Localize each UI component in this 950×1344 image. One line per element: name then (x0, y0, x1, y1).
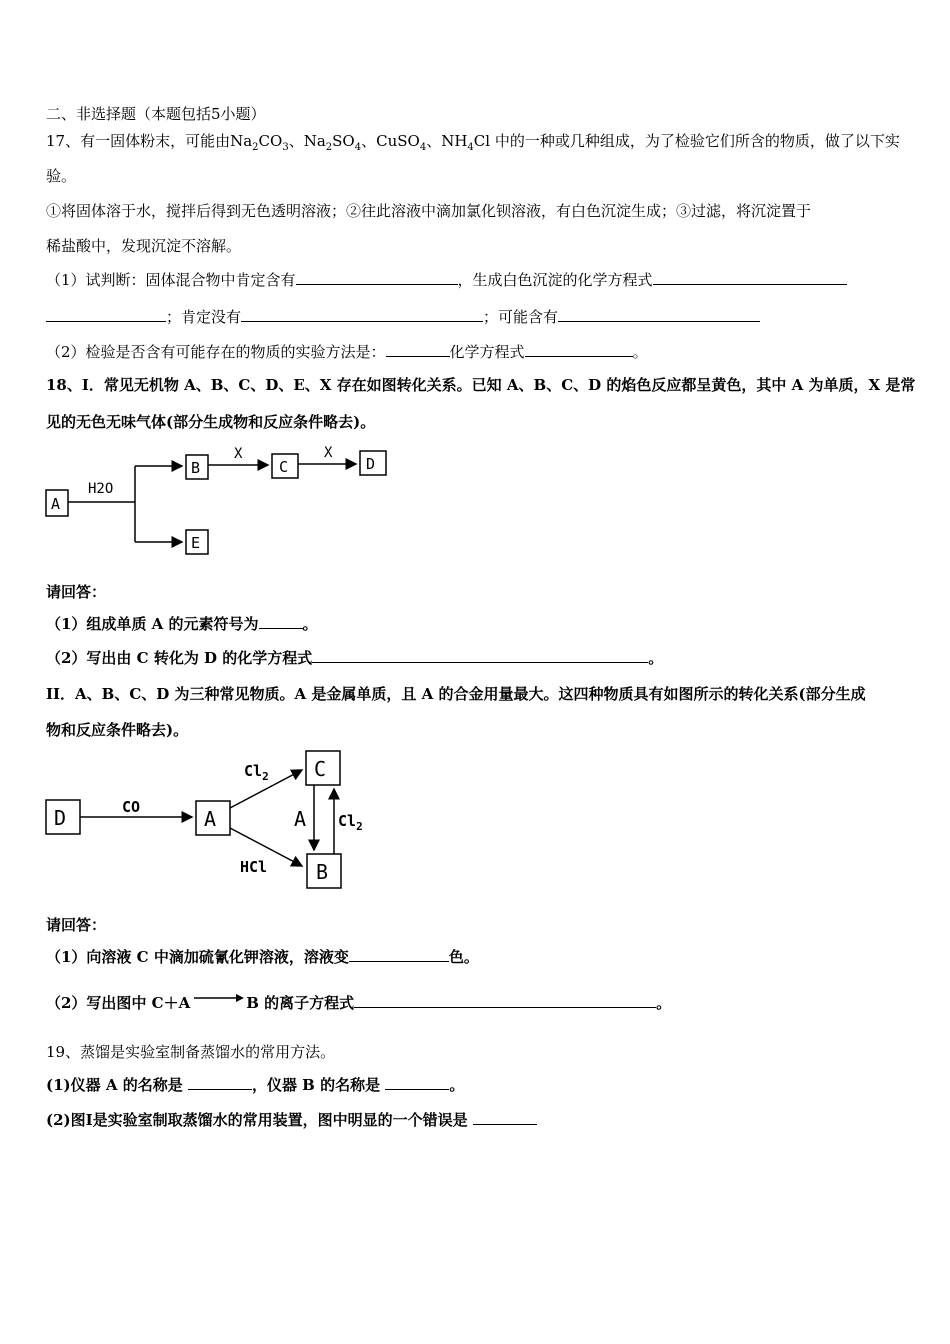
box-b-label: B (316, 860, 329, 884)
q17-part1-line2: ；肯定没有 ；可能含有 (46, 307, 760, 327)
answer-blank[interactable] (653, 270, 847, 285)
cl2-right-label: $Cl_2$ (338, 812, 363, 833)
answer-blank[interactable] (385, 1075, 449, 1090)
ask-heading-2: 请回答： (46, 916, 107, 934)
flow-diagram-1 (44, 446, 394, 556)
answer-blank[interactable] (558, 307, 760, 322)
q18-part2-intro-2: 物和反应条件略去)。 (46, 721, 189, 739)
x-label-1: X (234, 446, 243, 462)
answer-blank[interactable] (46, 307, 166, 322)
q17-intro: 17、有一固体粉末，可能由$Na_2CO_3$、$Na_2SO_4$、CuSO$_4$、$NH_4Cl$ 中的一种或几种组成，为了检验它们所含的物质，做了以下实 (46, 132, 900, 153)
box-c-label: C (279, 458, 289, 476)
x-label-2: X (324, 446, 333, 461)
answer-blank[interactable] (354, 993, 656, 1008)
q18-I-part2: （2）写出由 C 转化为 D 的化学方程式 。 (46, 649, 664, 667)
box-b-label: B (191, 459, 201, 477)
answer-blank[interactable] (241, 307, 483, 322)
q18-II-part1: （1）向溶液 C 中滴加硫氰化钾溶液，溶液变 色。 (46, 948, 479, 966)
answer-blank[interactable] (259, 614, 303, 629)
q19-part1: (1)仪器 A 的名称是 ，仪器 B 的名称是 。 (46, 1076, 465, 1094)
a-mid-label: A (294, 807, 307, 831)
q18-part1-intro-1: 18、I．常见无机物 A、B、C、D、E、X 存在如图转化关系。已知 A、B、C、D 的焰色反应都呈黄色，其中 A 为单质，X 是常 (46, 376, 916, 394)
section-header: 二、非选择题（本题包括5小题） (46, 105, 266, 123)
q17-steps-2: 稀盐酸中，发现沉淀不溶解。 (46, 237, 242, 255)
q18-part2-intro-1: II．A、B、C、D 为三种常见物质。A 是金属单质，且 A 的合金用量最大。这四种物质具有如图所示的转化关系(部分生成 (46, 685, 866, 703)
q17-steps-1: ①将固体溶于水，搅拌后得到无色透明溶液；②往此溶液中滴加氯化钡溶液，有白色沉淀生成；③过滤，将沉淀置于 (46, 202, 812, 220)
q18-part1-intro-2: 见的无色无味气体(部分生成物和反应条件略去)。 (46, 413, 376, 431)
arrow-icon (190, 992, 246, 1004)
answer-blank[interactable] (312, 648, 648, 663)
water-label: H2O (88, 481, 114, 497)
q17-part2: （2）检验是否含有可能存在的物质的实验方法是： 化学方程式 。 (46, 343, 648, 361)
answer-blank[interactable] (296, 270, 458, 285)
flow-diagram-2 (44, 748, 384, 894)
q17-intro-cont: 验。 (46, 167, 77, 185)
box-d-label: D (54, 806, 67, 830)
cl2-top-label: $Cl_2$ (244, 762, 269, 783)
answer-blank[interactable] (349, 947, 449, 962)
answer-blank[interactable] (525, 342, 633, 357)
answer-blank[interactable] (386, 342, 450, 357)
co-label: CO (122, 798, 141, 816)
q19-part2: (2)图Ⅰ是实验室制取蒸馏水的常用装置，图中明显的一个错误是 (46, 1110, 537, 1130)
q17-part1-line1: （1）试判断：固体混合物中肯定含有 ，生成白色沉淀的化学方程式 (46, 270, 847, 290)
q19-intro: 19、蒸馏是实验室制备蒸馏水的常用方法。 (46, 1043, 336, 1061)
ask-heading-1: 请回答： (46, 583, 107, 601)
q18-I-part1: （1）组成单质 A 的元素符号为 。 (46, 615, 318, 633)
hcl-label: HCl (240, 858, 268, 876)
box-a-label: A (204, 807, 217, 831)
box-c-label: C (314, 757, 327, 781)
answer-blank[interactable] (473, 1110, 537, 1125)
answer-blank[interactable] (188, 1075, 252, 1090)
box-a-label: A (51, 495, 61, 513)
box-d-label: D (366, 455, 376, 473)
box-e-label: E (191, 534, 201, 552)
q18-II-part2: （2）写出图中 C＋A B 的离子方程式 。 (46, 994, 672, 1012)
